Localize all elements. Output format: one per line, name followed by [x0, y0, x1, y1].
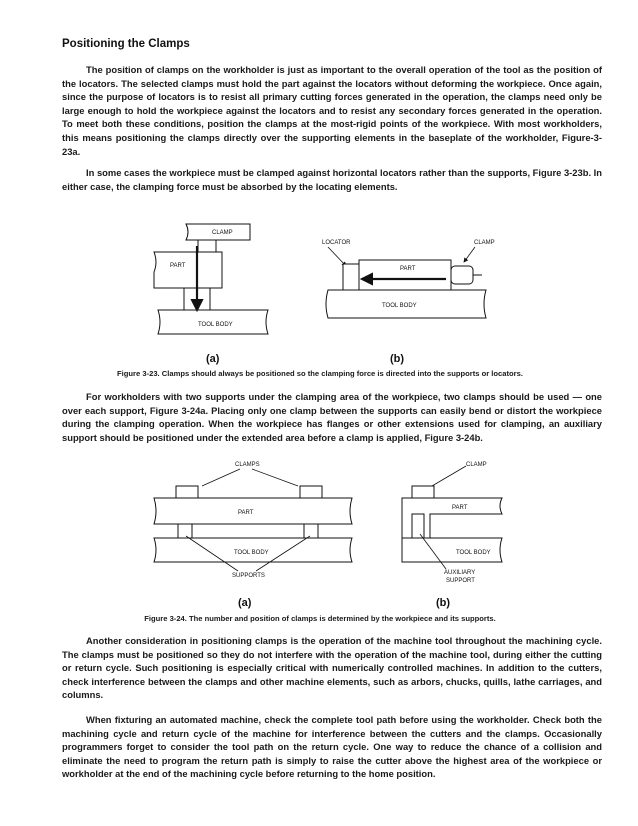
locator-shape: [343, 264, 359, 290]
part-label: PART: [170, 263, 186, 269]
clamp-right: [300, 486, 322, 498]
subfigure-a-label: (a): [238, 597, 252, 609]
part-shape: [154, 252, 222, 288]
figure-3-23-caption: Figure 3-23. Clamps should always be positioned so the clamping force is directed into the supports or locators.: [117, 369, 523, 378]
figure-3-23b: [322, 240, 495, 365]
subfigure-a-label: (a): [206, 353, 220, 365]
clamp-label: CLAMP: [466, 462, 487, 468]
figure-3-24: [140, 452, 510, 612]
subfigure-b-label: (b): [390, 353, 405, 365]
part-label: PART: [452, 505, 468, 511]
paragraph-5: When fixturing an automated machine, check the complete tool path before using the workholder. Check both the machining cycle and return cycle of the machine for interference between the cutters and the clamps. Occasionally programmers forget to consider the tool path on the return cycle. One way to reduce the chance of a collision and eliminate the need to program the return path is simply to raise the cutter above the highest area of the workpiece or workholder at the end of the machining cycle before returning to the home position.: [62, 714, 602, 780]
figure-3-24b: [402, 462, 502, 609]
figure-3-23a: [154, 224, 268, 365]
subfigure-b-label: (b): [436, 597, 451, 609]
section-heading: Positioning the Clamps: [62, 38, 190, 50]
tool-body-label: TOOL BODY: [198, 322, 233, 328]
clamp-label: CLAMP: [212, 230, 233, 236]
tool-body-label: TOOL BODY: [382, 303, 417, 309]
tool-body-label: TOOL BODY: [234, 550, 269, 556]
clamp-stem: [198, 240, 216, 252]
locator-label: LOCATOR: [322, 240, 351, 246]
locator-pointer: [328, 247, 346, 266]
clamp-screw: [451, 266, 473, 284]
clamp-left: [176, 486, 198, 498]
clamp-label: CLAMP: [474, 240, 495, 246]
part-label: PART: [238, 510, 254, 516]
paragraph-3: For workholders with two supports under the clamping area of the workpiece, two clamps should be used — one over each support, Figure 3-24a. Placing only one clamp between the supports can easily bend or distort the workpiece during the clamping operation. When the workpiece has flanges or other extensions used for clamping, an auxiliary support should be positioned under the extended area before a clamp is applied, Figure 3-24b.: [62, 391, 602, 443]
paragraph-2: In some cases the workpiece must be clamped against horizontal locators rather than the supports, Figure 3-23b. In either case, the clamping force must be absorbed by the locating elements.: [62, 167, 602, 192]
support-label: SUPPORT: [446, 578, 475, 584]
auxiliary-support-shape: [412, 514, 424, 538]
paragraph-1: The position of clamps on the workholder is just as important to the overall operation of the tool as the position of the locators. The selected clamps must hold the part against the locators without deforming the workpiece. Once again, since the purpose of locators is to resist all primary cutting forces generated in the operation, the clamps need only be large enough to hold the workpiece against the locators and to resist any secondary forces generated in the operation. To meet both these conditions, position the clamps at the most-rigid points of the workpiece. With most workholders, this means positioning the clamps directly over the supporting elements in the baseplate of the workholder, Figure-3-23a.: [62, 64, 602, 157]
tool-body-label: TOOL BODY: [456, 550, 491, 556]
auxiliary-label: AUXILIARY: [444, 570, 476, 576]
clamp-shape: [412, 486, 434, 498]
figure-3-24a: [154, 462, 352, 609]
figure-3-23: [150, 212, 495, 367]
paragraph-4: Another consideration in positioning clamps is the operation of the machine tool throughout the machining cycle. The clamps must be positioned so they do not interfere with the operation of the machine tool, during either the cutting or return cycle. Such positioning is especially critical with numerically controlled machines. In addition to the cutters, check interference between the clamps and other machine elements, such as arbors, chucks, quills, lathe carriages, and columns.: [62, 635, 602, 701]
clamps-label: CLAMPS: [235, 462, 260, 468]
part-shape: [359, 260, 451, 290]
part-label: PART: [400, 266, 416, 272]
clamp-pointer: [464, 247, 475, 262]
support-right: [304, 524, 318, 538]
support-left: [178, 524, 192, 538]
figure-3-24-caption: Figure 3-24. The number and position of clamps is determined by the workpiece and its supports.: [144, 614, 496, 623]
supports-label: SUPPORTS: [232, 573, 265, 579]
